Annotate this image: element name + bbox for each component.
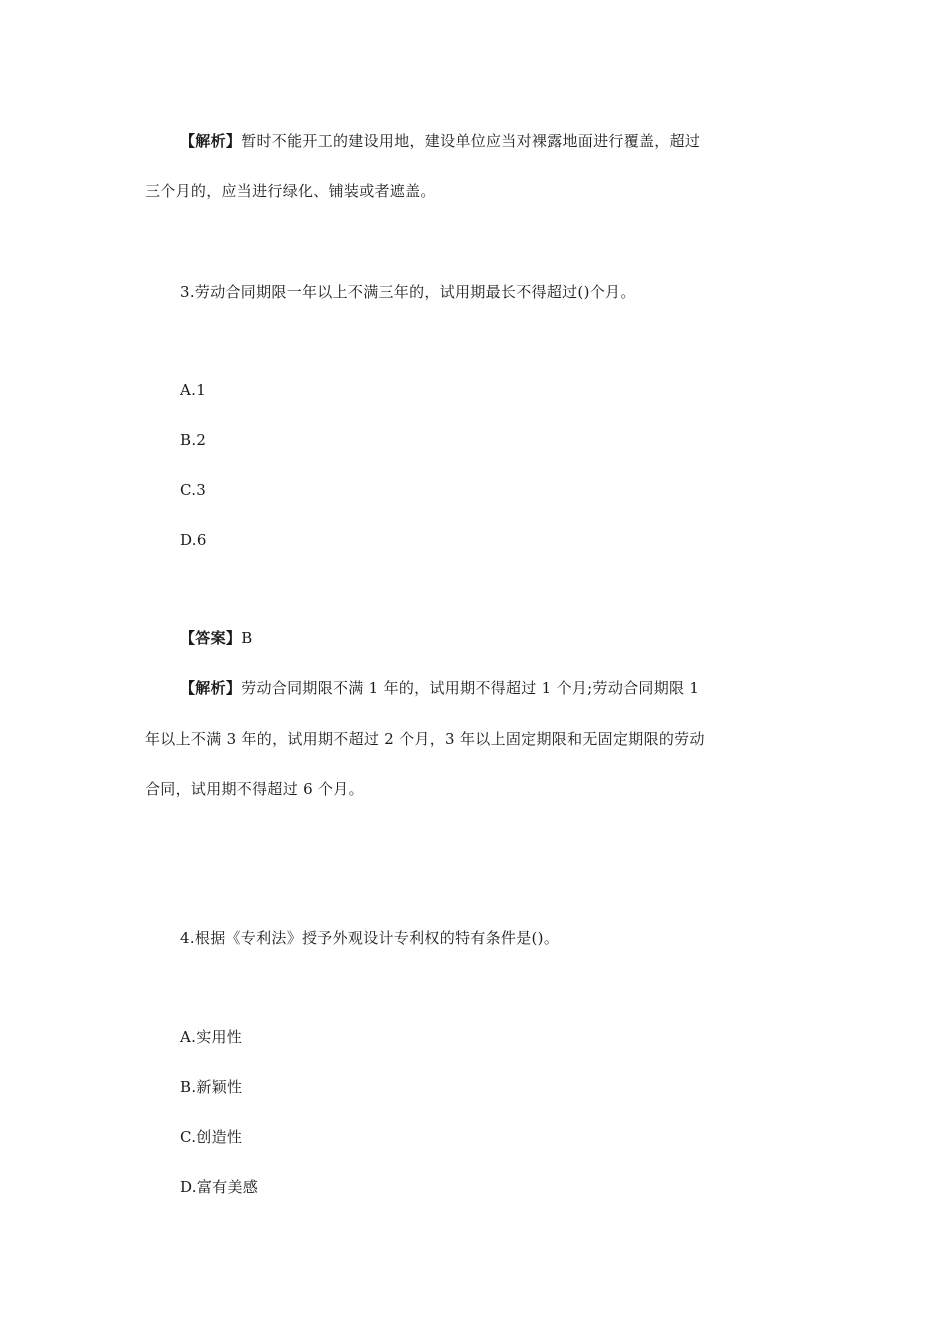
analysis-text: 劳动合同期限不满 1 年的，试用期不得超过 1 个月;劳动合同期限 1 [241, 679, 700, 697]
question-4-option-b: B.新颖性 [180, 1078, 243, 1096]
analysis-text: 暂时不能开工的建设用地，建设单位应当对裸露地面进行覆盖，超过 [241, 132, 701, 150]
question-3-option-c: C.3 [180, 481, 207, 499]
question-3-analysis-line-2: 年以上不满 3 年的，试用期不超过 2 个月，3 年以上固定期限和无固定期限的劳动 [145, 730, 705, 748]
question-4-option-a: A.实用性 [180, 1028, 243, 1046]
question-4-option-d: D.富有美感 [180, 1178, 259, 1196]
analysis-label: 【解析】 [180, 132, 242, 150]
question-4-option-c: C.创造性 [180, 1128, 243, 1146]
question-3-option-d: D.6 [180, 531, 207, 549]
question-3-analysis-line-3: 合同，试用期不得超过 6 个月。 [145, 780, 364, 798]
question-3-analysis-line-1 [180, 678, 699, 698]
analysis-label: 【解析】 [180, 679, 242, 697]
question-3-option-a: A.1 [180, 381, 207, 399]
analysis-paragraph-line-2: 三个月的，应当进行绿化、铺装或者遮盖。 [145, 182, 436, 200]
question-3-answer [180, 628, 253, 648]
analysis-paragraph-line-1 [180, 131, 700, 151]
question-4-stem: 4.根据《专利法》授予外观设计专利权的特有条件是()。 [180, 929, 560, 947]
question-3-stem: 3.劳动合同期限一年以上不满三年的，试用期最长不得超过()个月。 [180, 283, 636, 301]
question-3-option-b: B.2 [180, 431, 207, 449]
answer-value: B [241, 629, 253, 647]
answer-label: 【答案】 [180, 629, 242, 647]
